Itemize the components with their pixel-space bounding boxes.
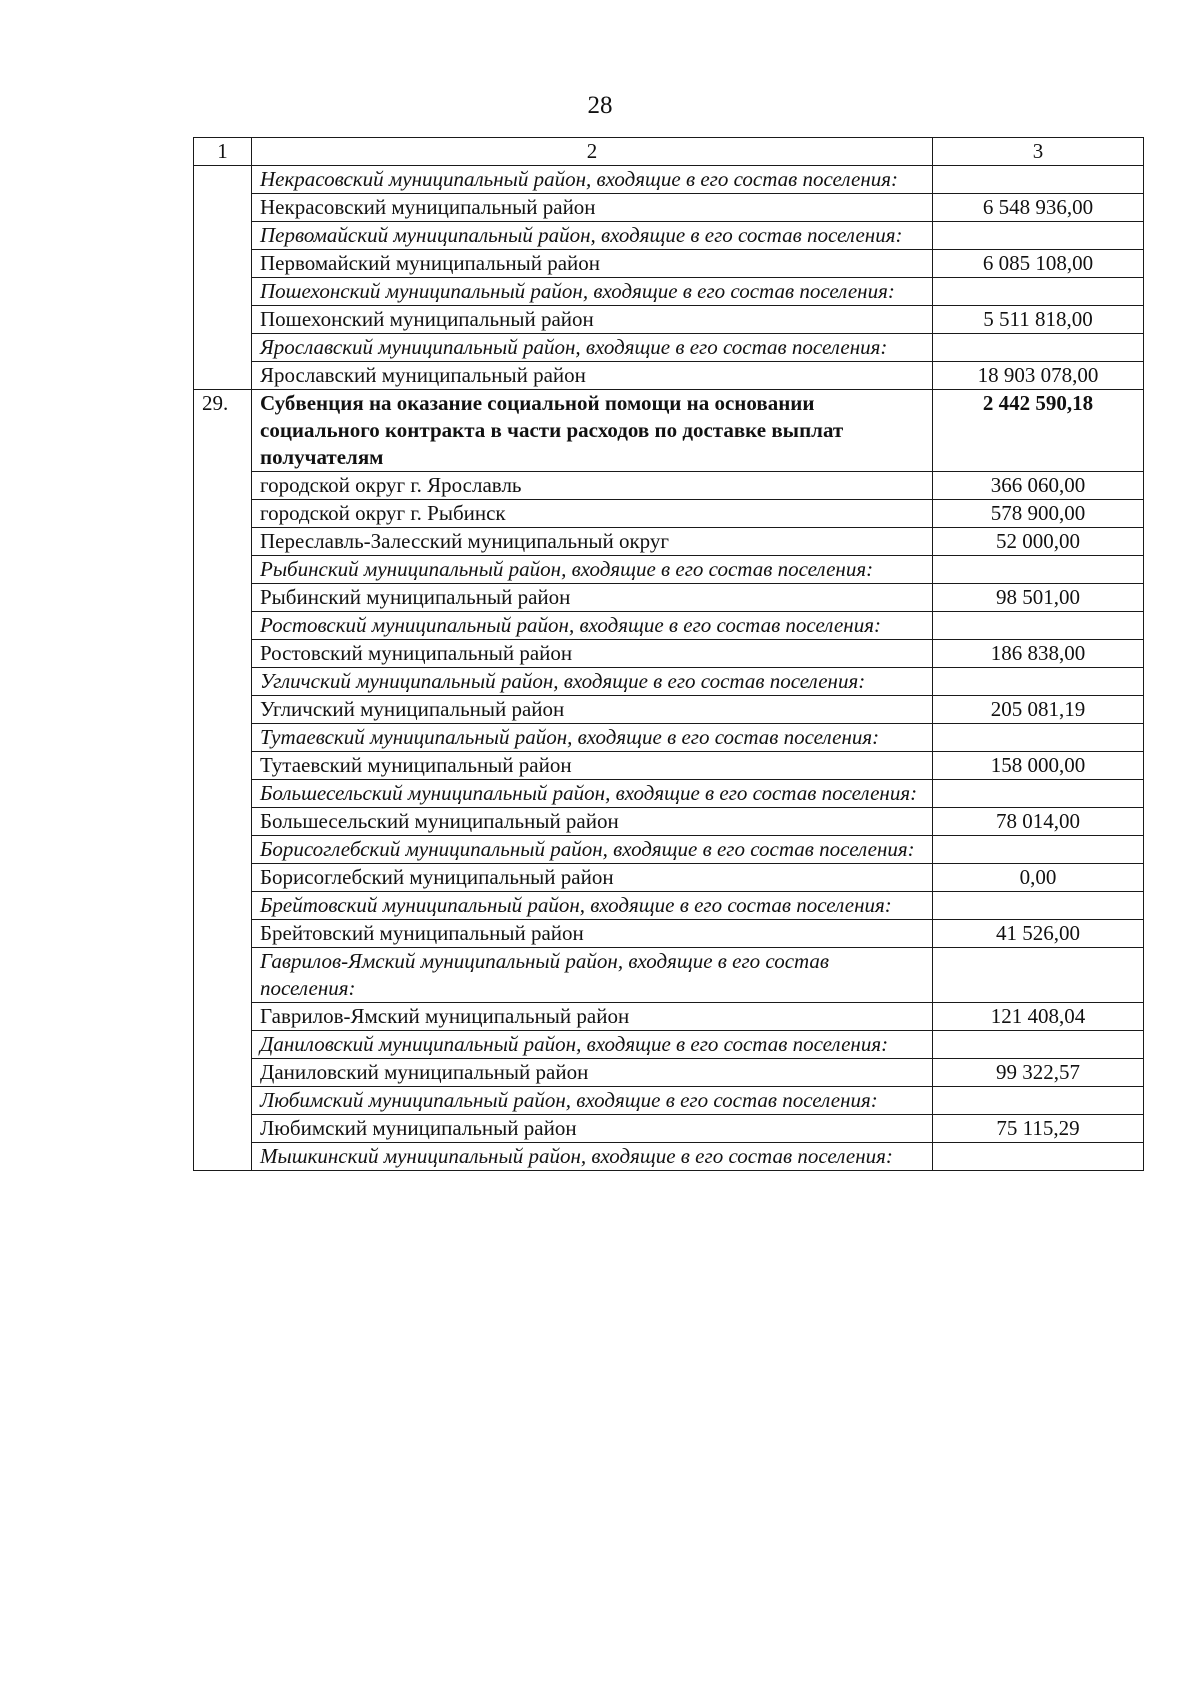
table-row	[194, 472, 1144, 500]
table-row	[194, 528, 1144, 556]
district-group-label: Некрасовский муниципальный район, входящие в его состав поселения:	[252, 166, 933, 194]
amount-value: 366 060,00	[933, 472, 1144, 500]
page-number: 28	[587, 92, 613, 119]
district-group-label: Первомайский муниципальный район, входящие в его состав поселения:	[252, 222, 933, 250]
amount-value: 186 838,00	[933, 640, 1144, 668]
table-row	[194, 278, 1144, 306]
budget-table	[193, 137, 1144, 1171]
table-row	[194, 780, 1144, 808]
table-row	[194, 1143, 1144, 1171]
district-label: Даниловский муниципальный район	[252, 1059, 933, 1087]
header-col-1: 1	[194, 138, 252, 166]
table-header-row	[194, 138, 1144, 166]
amount-value	[933, 780, 1144, 808]
district-label: Любимский муниципальный район	[252, 1115, 933, 1143]
table-row	[194, 166, 1144, 194]
amount-value	[933, 1031, 1144, 1059]
table-row	[194, 1115, 1144, 1143]
amount-value	[933, 1087, 1144, 1115]
amount-value: 99 322,57	[933, 1059, 1144, 1087]
district-group-label: Брейтовский муниципальный район, входящие в его состав поселения:	[252, 892, 933, 920]
table-row	[194, 864, 1144, 892]
amount-value: 0,00	[933, 864, 1144, 892]
table-row	[194, 836, 1144, 864]
district-label: Брейтовский муниципальный район	[252, 920, 933, 948]
table-body	[194, 138, 1144, 1171]
table-row	[194, 362, 1144, 390]
district-label: Переславль-Залесский муниципальный округ	[252, 528, 933, 556]
section-title: Субвенция на оказание социальной помощи на основании социального контракта в части расходов по доставке выплат получателям	[252, 390, 933, 472]
amount-value: 121 408,04	[933, 1003, 1144, 1031]
amount-value	[933, 278, 1144, 306]
district-group-label: Даниловский муниципальный район, входящие в его состав поселения:	[252, 1031, 933, 1059]
amount-value	[933, 334, 1144, 362]
section-total: 2 442 590,18	[933, 390, 1144, 472]
table-row	[194, 306, 1144, 334]
amount-value	[933, 668, 1144, 696]
district-group-label: Пошехонский муниципальный район, входящие в его состав поселения:	[252, 278, 933, 306]
district-label: Первомайский муниципальный район	[252, 250, 933, 278]
table-row	[194, 1003, 1144, 1031]
amount-value: 6 548 936,00	[933, 194, 1144, 222]
table-row	[194, 1059, 1144, 1087]
district-label: Пошехонский муниципальный район	[252, 306, 933, 334]
district-group-label: Рыбинский муниципальный район, входящие в его состав поселения:	[252, 556, 933, 584]
table-row	[194, 696, 1144, 724]
table-row	[194, 668, 1144, 696]
table-row	[194, 920, 1144, 948]
table-row	[194, 724, 1144, 752]
amount-value: 52 000,00	[933, 528, 1144, 556]
table-row	[194, 1031, 1144, 1059]
table-row	[194, 334, 1144, 362]
district-label: Борисоглебский муниципальный район	[252, 864, 933, 892]
district-group-label: Угличский муниципальный район, входящие в его состав поселения:	[252, 668, 933, 696]
amount-value	[933, 836, 1144, 864]
table-row	[194, 808, 1144, 836]
amount-value: 5 511 818,00	[933, 306, 1144, 334]
district-label: Большесельский муниципальный район	[252, 808, 933, 836]
table-row	[194, 948, 1144, 1003]
amount-value	[933, 724, 1144, 752]
amount-value: 18 903 078,00	[933, 362, 1144, 390]
table-row	[194, 752, 1144, 780]
amount-value	[933, 1143, 1144, 1171]
amount-value	[933, 892, 1144, 920]
section-number-empty	[194, 166, 252, 390]
district-label: Некрасовский муниципальный район	[252, 194, 933, 222]
district-group-label: Большесельский муниципальный район, входящие в его состав поселения:	[252, 780, 933, 808]
district-label: городской округ г. Ярославль	[252, 472, 933, 500]
table-row	[194, 556, 1144, 584]
amount-value: 75 115,29	[933, 1115, 1144, 1143]
district-label: Рыбинский муниципальный район	[252, 584, 933, 612]
table-row	[194, 194, 1144, 222]
district-label: Тутаевский муниципальный район	[252, 752, 933, 780]
district-label: Ростовский муниципальный район	[252, 640, 933, 668]
header-col-2: 2	[252, 138, 933, 166]
district-group-label: Тутаевский муниципальный район, входящие в его состав поселения:	[252, 724, 933, 752]
district-group-label: Борисоглебский муниципальный район, входящие в его состав поселения:	[252, 836, 933, 864]
amount-value	[933, 222, 1144, 250]
district-group-label: Гаврилов-Ямский муниципальный район, входящие в его состав поселения:	[252, 948, 933, 1003]
table-row	[194, 584, 1144, 612]
table-row	[194, 612, 1144, 640]
table-row	[194, 640, 1144, 668]
amount-value	[933, 166, 1144, 194]
amount-value	[933, 612, 1144, 640]
amount-value	[933, 948, 1144, 1003]
district-label: Угличский муниципальный район	[252, 696, 933, 724]
district-group-label: Мышкинский муниципальный район, входящие в его состав поселения:	[252, 1143, 933, 1171]
amount-value: 41 526,00	[933, 920, 1144, 948]
amount-value	[933, 556, 1144, 584]
district-label: городской округ г. Рыбинск	[252, 500, 933, 528]
table-row	[194, 500, 1144, 528]
amount-value: 6 085 108,00	[933, 250, 1144, 278]
district-group-label: Ярославский муниципальный район, входящие в его состав поселения:	[252, 334, 933, 362]
table-row	[194, 892, 1144, 920]
district-label: Ярославский муниципальный район	[252, 362, 933, 390]
district-group-label: Ростовский муниципальный район, входящие в его состав поселения:	[252, 612, 933, 640]
table-row	[194, 250, 1144, 278]
district-label: Гаврилов-Ямский муниципальный район	[252, 1003, 933, 1031]
amount-value: 205 081,19	[933, 696, 1144, 724]
section-title-row	[194, 390, 1144, 472]
table-row	[194, 222, 1144, 250]
district-group-label: Любимский муниципальный район, входящие в его состав поселения:	[252, 1087, 933, 1115]
table-row	[194, 1087, 1144, 1115]
amount-value: 158 000,00	[933, 752, 1144, 780]
header-col-3: 3	[933, 138, 1144, 166]
amount-value: 98 501,00	[933, 584, 1144, 612]
amount-value: 78 014,00	[933, 808, 1144, 836]
section-number: 29.	[194, 390, 252, 1171]
amount-value: 578 900,00	[933, 500, 1144, 528]
